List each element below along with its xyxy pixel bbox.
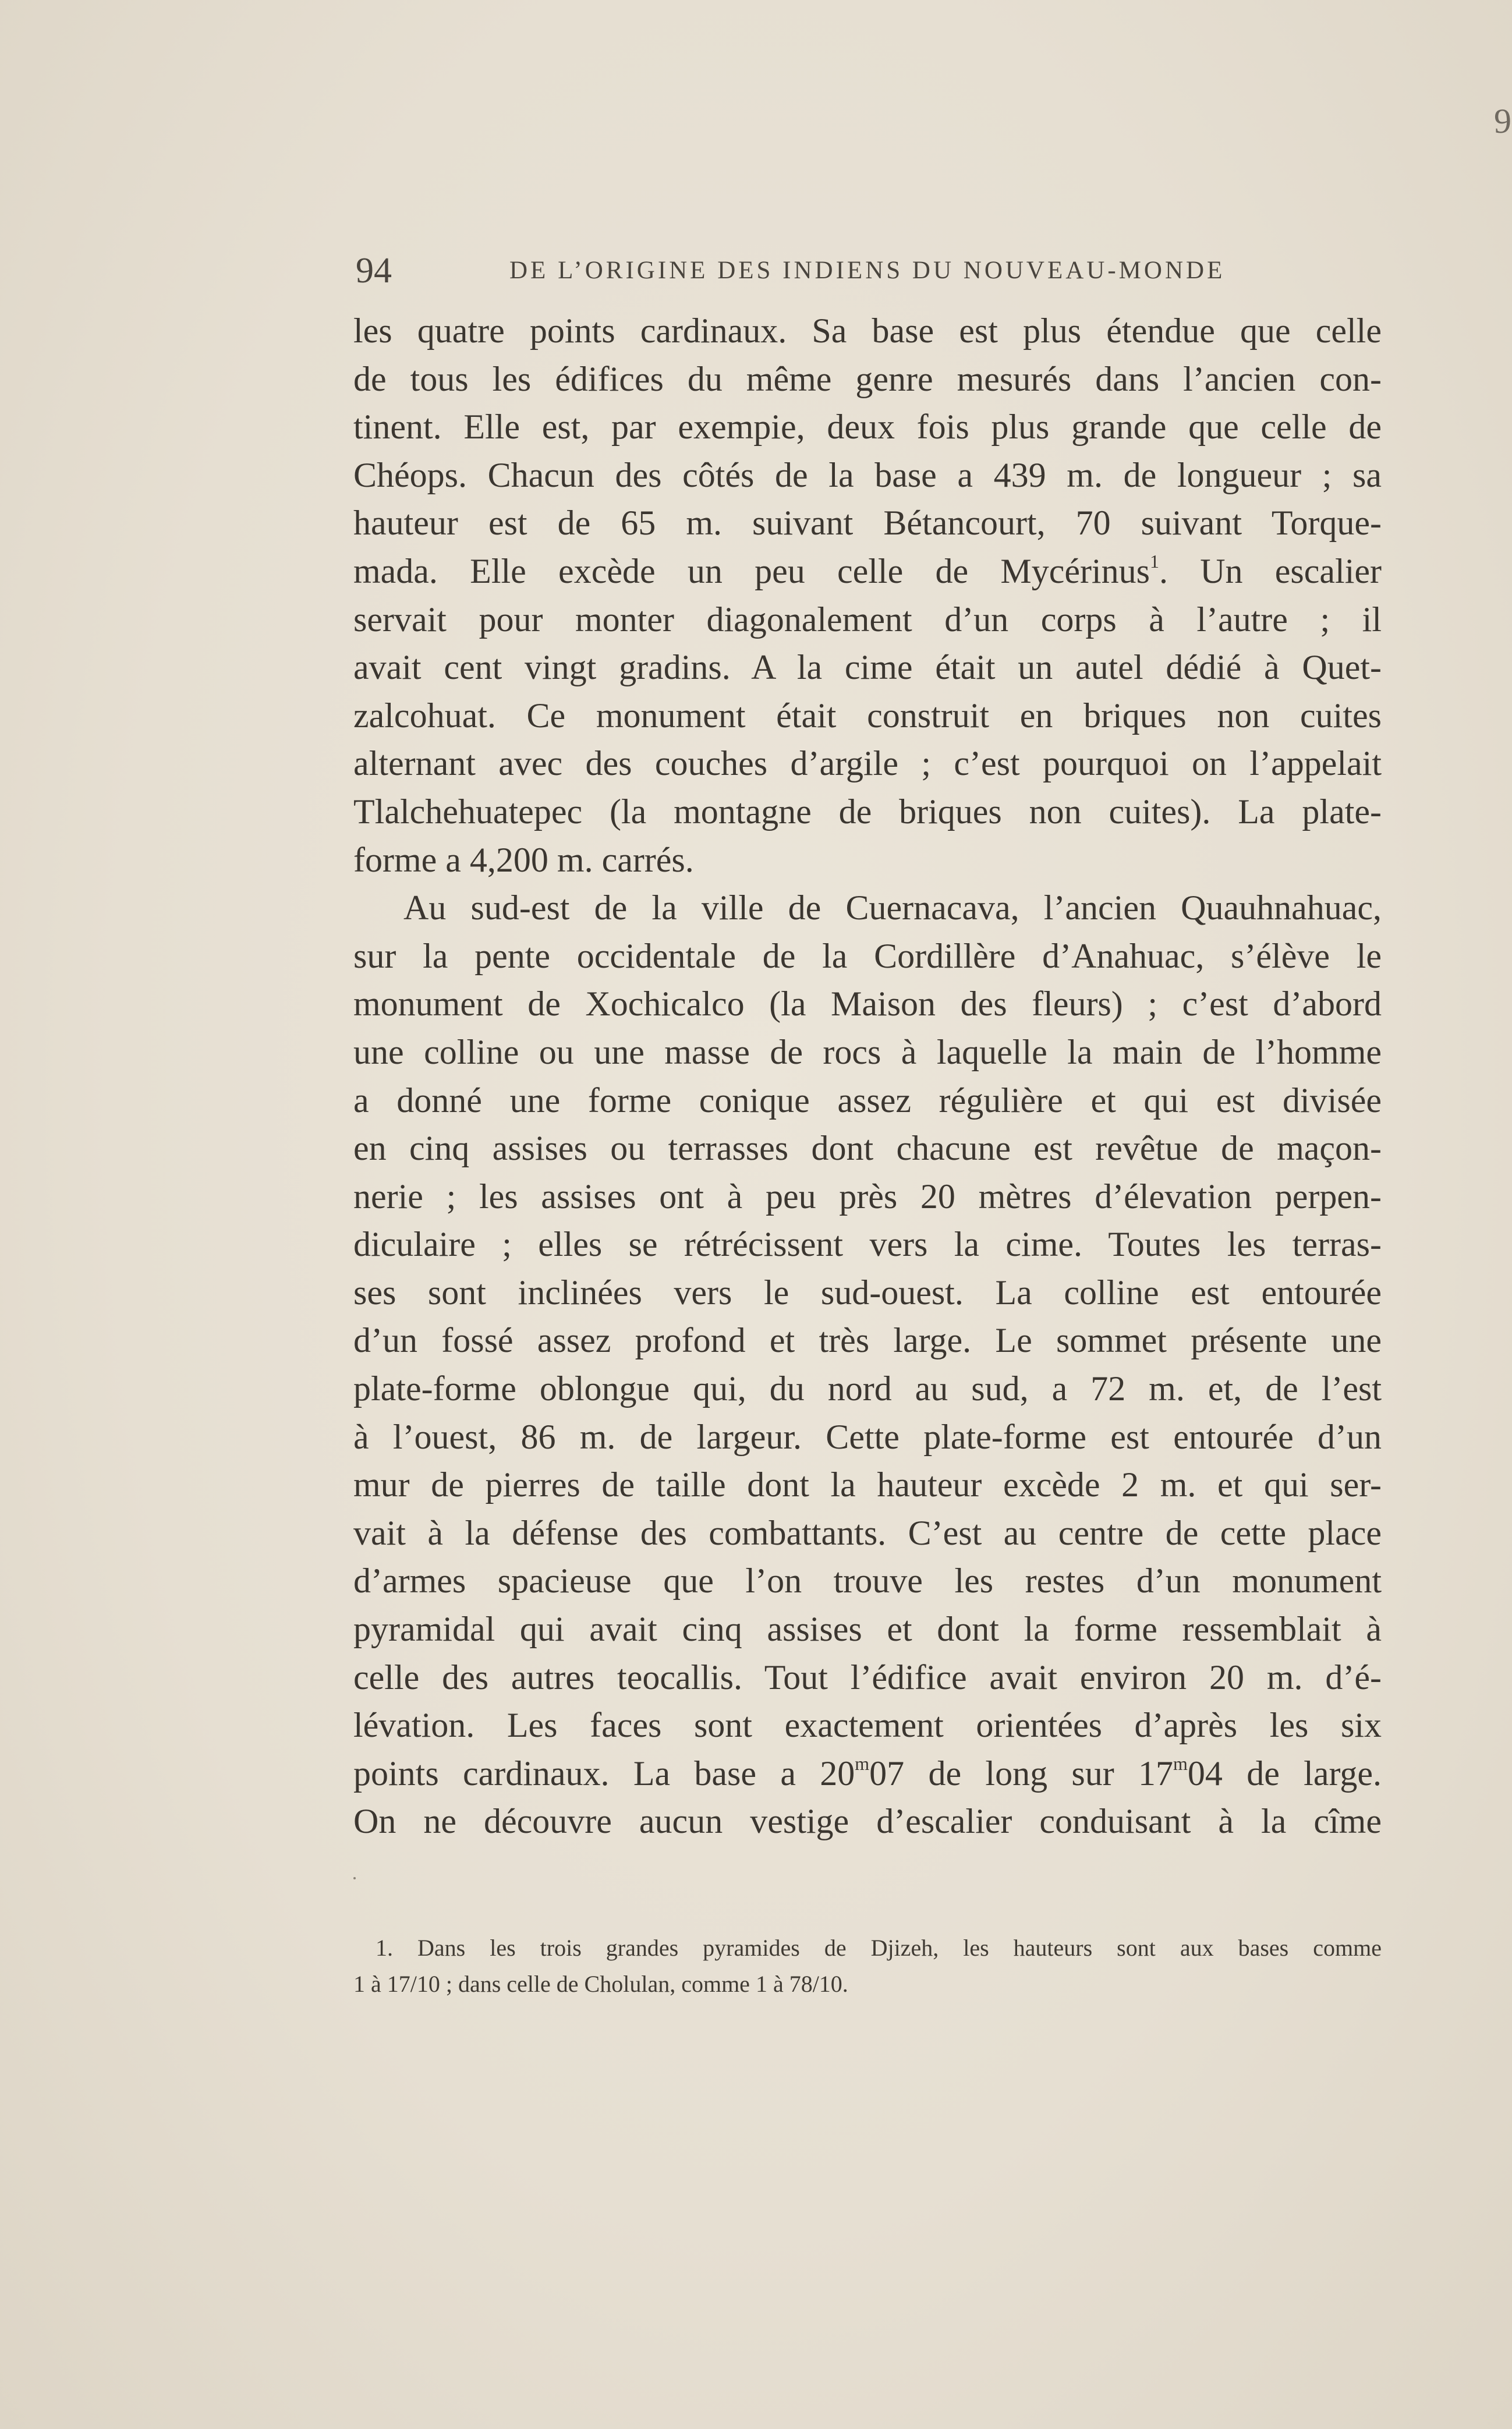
text-segment: 04 de large. [1187, 1754, 1382, 1793]
text-line: les quatre points cardinaux. Sa base est plus étendue que celle [353, 311, 1382, 350]
text-line: ses sont inclinées vers le sud-ouest. La colline est entourée [353, 1273, 1382, 1312]
text-line: Chéops. Chacun des côtés de la base a 439 m. de longueur ; sa [353, 455, 1382, 494]
body-text [353, 307, 1382, 1846]
page-number: 94 [356, 251, 392, 291]
text-line: en cinq assises ou terrasses dont chacune est revêtue de maçon- [353, 1129, 1382, 1168]
text-line: plate-forme oblongue qui, du nord au sud, a 72 m. et, de l’est [353, 1369, 1382, 1408]
text-segment: . Un escalier [1159, 551, 1382, 590]
footnote [353, 1930, 1382, 2002]
text-line: celle des autres teocallis. Tout l’édifice avait environ 20 m. d’é- [353, 1658, 1382, 1697]
text-line: alternant avec des couches d’argile ; c’est pourquoi on l’appelait [353, 744, 1382, 783]
text-line: sur la pente occidentale de la Cordillère d’Anahuac, s’élève le [353, 936, 1382, 975]
unit-superscript: m [1173, 1752, 1188, 1774]
running-title: DE L’ORIGINE DES INDIENS DU NOUVEAU-MONDE [509, 257, 1226, 284]
text-line: de tous les édifices du même genre mesurés dans l’ancien con- [353, 359, 1382, 398]
text-line: avait cent vingt gradins. A la cime était un autel dédié à Quet- [353, 648, 1382, 687]
text-segment: mada. Elle excède un peu celle de Mycérinus [353, 551, 1150, 590]
text-line: forme a 4,200 m. carrés. [353, 840, 694, 879]
unit-superscript: m [855, 1752, 870, 1774]
footnote-separator-mark [353, 1877, 356, 1879]
text-line: a donné une forme conique assez régulière et qui est divisée [353, 1081, 1382, 1120]
text-line: tinent. Elle est, par exempie, deux fois plus grande que celle de [353, 408, 1382, 447]
footnote-reference[interactable]: 1 [1149, 550, 1159, 572]
footnote-line: 1 à 17/10 ; dans celle de Cholulan, comme 1 à 78/10. [353, 1971, 848, 1997]
text-segment: 07 de long sur 17 [869, 1754, 1174, 1793]
text-line: On ne découvre aucun vestige d’escalier conduisant à la cîme [353, 1802, 1382, 1841]
running-head [356, 247, 1380, 294]
text-line: Tlalchehuatepec (la montagne de briques non cuites). La plate- [353, 792, 1382, 831]
text-line: diculaire ; elles se rétrécissent vers la cime. Toutes les terras- [353, 1225, 1382, 1264]
text-line: d’armes spacieuse que l’on trouve les restes d’un monument [353, 1562, 1382, 1601]
text-line: zalcohuat. Ce monument était construit en briques non cuites [353, 696, 1382, 735]
text-line: vait à la défense des combattants. C’est au centre de cette place [353, 1513, 1382, 1552]
text-line: pyramidal qui avait cinq assises et dont la forme ressemblait à [353, 1610, 1382, 1649]
text-line: servait pour monter diagonalement d’un corps à l’autre ; il [353, 600, 1382, 639]
text-segment: points cardinaux. La base a 20 [353, 1754, 855, 1793]
footnote-line: 1. Dans les trois grandes pyramides de Djizeh, les hauteurs sont aux bases comme [376, 1935, 1382, 1961]
text-line-with-footnote-ref [353, 547, 1382, 596]
adjacent-page-number: 9 [1494, 102, 1511, 140]
text-line: d’un fossé assez profond et très large. Le sommet présente une [353, 1321, 1382, 1360]
text-line: à l’ouest, 86 m. de largeur. Cette plate-forme est entourée d’un [353, 1417, 1382, 1456]
text-line: hauteur est de 65 m. suivant Bétancourt, 70 suivant Torque- [353, 504, 1382, 543]
text-line-with-superscripts [353, 1750, 1382, 1798]
paragraph-first-line: Au sud-est de la ville de Cuernacava, l’ancien Quauhnahuac, [403, 888, 1382, 927]
text-line: lévation. Les faces sont exactement orientées d’après les six [353, 1706, 1382, 1745]
text-line: nerie ; les assises ont à peu près 20 mètres d’élevation perpen- [353, 1177, 1382, 1216]
text-line: mur de pierres de taille dont la hauteur excède 2 m. et qui ser- [353, 1465, 1382, 1504]
text-line: monument de Xochicalco (la Maison des fleurs) ; c’est d’abord [353, 985, 1382, 1024]
text-line: une colline ou une masse de rocs à laquelle la main de l’homme [353, 1032, 1382, 1071]
